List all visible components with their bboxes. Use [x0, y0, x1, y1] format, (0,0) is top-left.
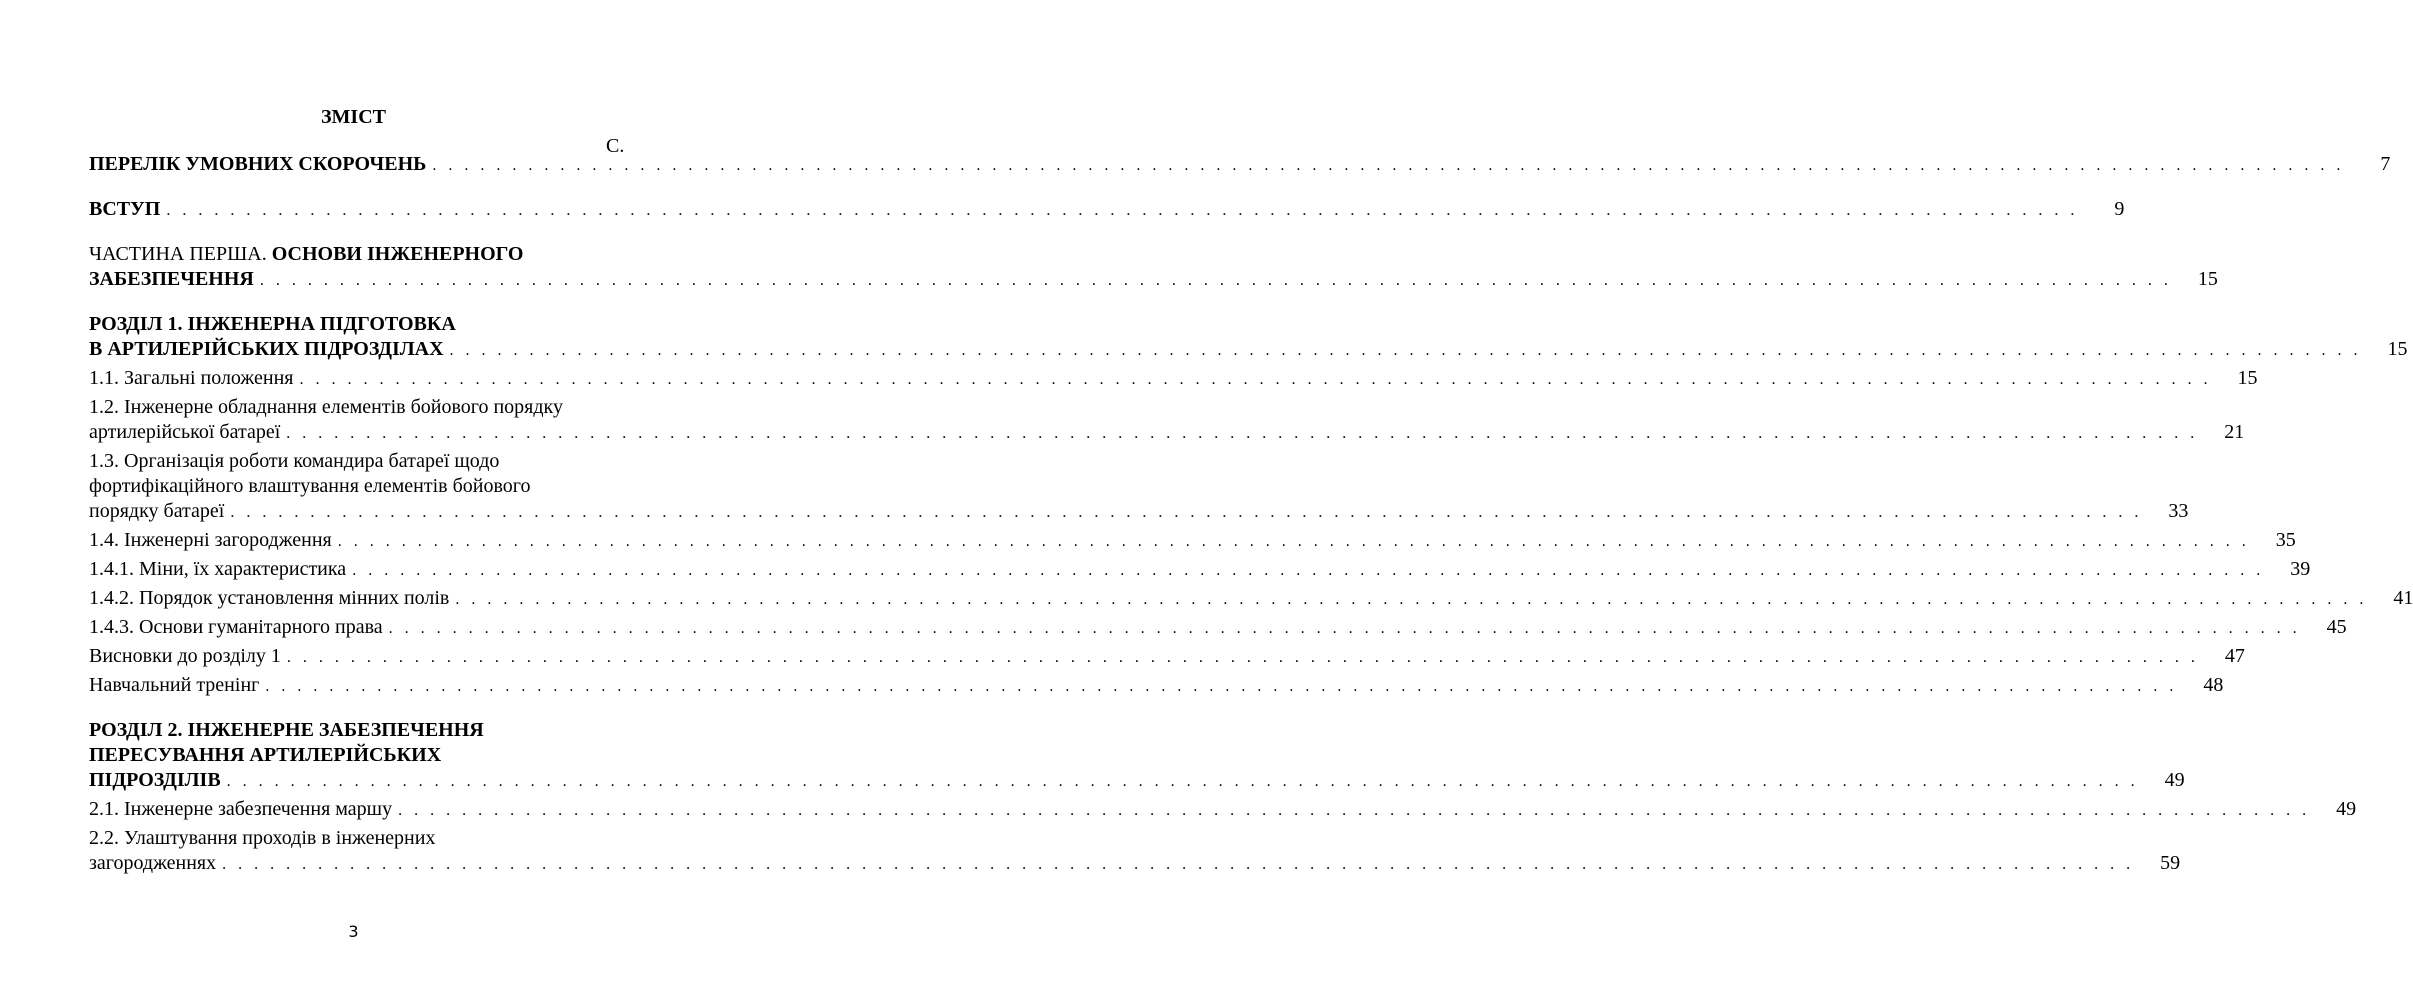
entry-text-segment: 1.2. Інженерне обладнання елементів бойового порядку	[89, 396, 563, 418]
toc-entry-last-line	[89, 420, 2245, 445]
toc-entry-last-line	[89, 267, 2218, 292]
toc-entry-last-line	[89, 673, 2224, 698]
toc-page-number: 39	[2290, 558, 2311, 580]
toc-entry-title	[89, 644, 281, 669]
toc-entry-title	[89, 197, 160, 222]
toc-page-number: 49	[2164, 769, 2185, 791]
entry-text-segment: В АРТИЛЕРІЙСЬКИХ ПІДРОЗДІЛАХ	[89, 338, 444, 360]
toc-page-number: 15	[2237, 367, 2258, 389]
toc-page-number: 21	[2224, 421, 2245, 443]
entry-text-segment: фортифікаційного влаштування елементів бойового	[89, 475, 531, 497]
entry-text-segment: ВСТУП	[89, 198, 161, 220]
toc-entry[interactable]	[89, 197, 2125, 222]
dot-leader: . . . . . . . . . . . . . . . . . . . . . . . . . . . . . . . . . . . . . . . . . . . . . . . . . . . . . . . . . . . . . . . . . . . . . . . . . . . . . . . . . . . . . . . . . . . . . . . . . . . . . . . . . . . . . . . . . . . . . . . .	[259, 272, 2172, 289]
toc-entry-title	[89, 797, 392, 822]
dot-leader: . . . . . . . . . . . . . . . . . . . . . . . . . . . . . . . . . . . . . . . . . . . . . . . . . . . . . . . . . . . . . . . . . . . . . . . . . . . . . . . . . . . . . . . . . . . . . . . . . . . . . . . . . . . . . . . . . . . . . . . .	[222, 856, 2135, 873]
toc-entry[interactable]	[89, 395, 2245, 445]
toc-entry-last-line	[89, 615, 2347, 640]
page-number: 3	[348, 922, 359, 941]
toc-page-number: 49	[2336, 798, 2357, 820]
entry-text-segment: 2.2. Улаштування проходів в інженерних	[89, 827, 436, 849]
toc-entry-title	[89, 673, 259, 698]
entry-text-segment: РОЗДІЛ 2. ІНЖЕНЕРНЕ ЗАБЕЗПЕЧЕННЯ	[89, 719, 484, 741]
toc-page-number: 41	[2393, 587, 2413, 609]
toc-entry-line	[89, 743, 629, 768]
entry-text-segment: 2.1. Інженерне забезпечення маршу	[89, 798, 393, 820]
toc-page-number: 15	[2387, 338, 2408, 360]
toc-entry-last-line	[89, 366, 2258, 391]
entry-text-segment: 1.4.1. Міни, їх характеристика	[89, 558, 347, 580]
toc-entry[interactable]	[89, 557, 2311, 582]
toc-entry-title	[89, 557, 346, 582]
dot-leader: . . . . . . . . . . . . . . . . . . . . . . . . . . . . . . . . . . . . . . . . . . . . . . . . . . . . . . . . . . . . . . . . . . . . . . . . . . . . . . . . . . . . . . . . . . . . . . . . . . . . . . . . . . . . . . . . . . . . . . . .	[337, 533, 2250, 550]
toc-entry[interactable]	[89, 312, 2408, 362]
entry-text-segment: ЧАСТИНА ПЕРША.	[89, 243, 272, 265]
entry-text-segment: 1.4.2. Порядок установлення мінних полів	[89, 587, 450, 609]
toc-entry[interactable]	[89, 673, 2224, 698]
entry-text-segment: порядку батареї	[89, 500, 225, 522]
toc-entry-title	[89, 528, 332, 553]
dot-leader: . . . . . . . . . . . . . . . . . . . . . . . . . . . . . . . . . . . . . . . . . . . . . . . . . . . . . . . . . . . . . . . . . . . . . . . . . . . . . . . . . . . . . . . . . . . . . . . . . . . . . . . . . . . . . . . . . . . . . . . .	[352, 562, 2265, 579]
toc-entry[interactable]	[89, 797, 2357, 822]
entry-text-segment: ОСНОВИ ІНЖЕНЕРНОГО	[271, 243, 524, 265]
toc-entry[interactable]	[89, 826, 2181, 876]
toc-entry[interactable]	[89, 449, 2189, 524]
dot-leader: . . . . . . . . . . . . . . . . . . . . . . . . . . . . . . . . . . . . . . . . . . . . . . . . . . . . . . . . . . . . . . . . . . . . . . . . . . . . . . . . . . . . . . . . . . . . . . . . . . . . . . . . . . . . . . . . . . . . . . . .	[398, 802, 2311, 819]
toc-entry-line	[89, 826, 629, 851]
toc-entry-last-line	[89, 851, 2181, 876]
entry-text-segment: ПІДРОЗДІЛІВ	[89, 769, 221, 791]
toc-entry-title	[89, 337, 444, 362]
toc-page-number: 45	[2326, 616, 2347, 638]
dot-leader: . . . . . . . . . . . . . . . . . . . . . . . . . . . . . . . . . . . . . . . . . . . . . . . . . . . . . . . . . . . . . . . . . . . . . . . . . . . . . . . . . . . . . . . . . . . . . . . . . . . . . . . . . . . . . . . . . . . . . . . .	[226, 773, 2139, 790]
toc-entry-last-line	[89, 644, 2245, 669]
toc-entry-last-line	[89, 197, 2125, 222]
toc-entry-title	[89, 366, 293, 391]
entry-text-segment: 1.4.3. Основи гуманітарного права	[89, 616, 383, 638]
entry-text-segment: Висновки до розділу 1	[89, 645, 281, 667]
dot-leader: . . . . . . . . . . . . . . . . . . . . . . . . . . . . . . . . . . . . . . . . . . . . . . . . . . . . . . . . . . . . . . . . . . . . . . . . . . . . . . . . . . . . . . . . . . . . . . . . . . . . . . . . . . . . . . . . . . . . . . . .	[230, 504, 2143, 521]
toc-entry-line	[89, 395, 629, 420]
entry-text-segment: ПЕРЕСУВАННЯ АРТИЛЕРІЙСЬКИХ	[89, 744, 442, 766]
toc-entry-last-line	[89, 768, 2185, 793]
toc-entry[interactable]	[89, 644, 2245, 669]
table-of-contents	[89, 152, 2413, 876]
dot-leader: . . . . . . . . . . . . . . . . . . . . . . . . . . . . . . . . . . . . . . . . . . . . . . . . . . . . . . . . . . . . . . . . . . . . . . . . . . . . . . . . . . . . . . . . . . . . . . . . . . . . . . . . . . . . . . . . . . . . . . . .	[388, 620, 2301, 637]
toc-entry-last-line	[89, 337, 2408, 362]
entry-text-segment: РОЗДІЛ 1. ІНЖЕНЕРНА ПІДГОТОВКА	[89, 313, 456, 335]
toc-entry[interactable]	[89, 718, 2185, 793]
toc-entry[interactable]	[89, 242, 2218, 292]
dot-leader: . . . . . . . . . . . . . . . . . . . . . . . . . . . . . . . . . . . . . . . . . . . . . . . . . . . . . . . . . . . . . . . . . . . . . . . . . . . . . . . . . . . . . . . . . . . . . . . . . . . . . . . . . . . . . . . . . . . . . . . .	[265, 678, 2178, 695]
toc-entry-line	[89, 718, 629, 743]
toc-entry-title	[89, 152, 426, 177]
toc-entry-title	[89, 851, 216, 876]
toc-entry-line	[89, 474, 629, 499]
toc-page-number: 35	[2275, 529, 2296, 551]
toc-entry[interactable]	[89, 528, 2296, 553]
toc-entry-last-line	[89, 152, 2391, 177]
entry-text-segment: 1.1. Загальні положення	[89, 367, 294, 389]
toc-page-number: 48	[2203, 674, 2224, 696]
page-title: ЗМІСТ	[321, 106, 386, 128]
entry-text-segment: артилерійської батареї	[89, 421, 281, 443]
dot-leader: . . . . . . . . . . . . . . . . . . . . . . . . . . . . . . . . . . . . . . . . . . . . . . . . . . . . . . . . . . . . . . . . . . . . . . . . . . . . . . . . . . . . . . . . . . . . . . . . . . . . . . . . . . . . . . . . . . . . . . . .	[299, 371, 2212, 388]
toc-entry[interactable]	[89, 615, 2347, 640]
toc-page-number: 15	[2197, 268, 2218, 290]
toc-page-number: 47	[2224, 645, 2245, 667]
toc-entry-last-line	[89, 557, 2311, 582]
toc-entry-title	[89, 615, 383, 640]
entry-text-segment: 1.3. Організація роботи командира батареї щодо	[89, 450, 500, 472]
toc-entry-last-line	[89, 586, 2413, 611]
toc-entry[interactable]	[89, 152, 2391, 177]
toc-entry-title	[89, 586, 449, 611]
dot-leader: . . . . . . . . . . . . . . . . . . . . . . . . . . . . . . . . . . . . . . . . . . . . . . . . . . . . . . . . . . . . . . . . . . . . . . . . . . . . . . . . . . . . . . . . . . . . . . . . . . . . . . . . . . . . . . . . . . . . . . . .	[432, 157, 2345, 174]
page-column-label: С.	[606, 135, 625, 157]
toc-entry-line	[89, 242, 629, 267]
toc-entry-title	[89, 267, 254, 292]
toc-entry[interactable]	[89, 586, 2413, 611]
dot-leader: . . . . . . . . . . . . . . . . . . . . . . . . . . . . . . . . . . . . . . . . . . . . . . . . . . . . . . . . . . . . . . . . . . . . . . . . . . . . . . . . . . . . . . . . . . . . . . . . . . . . . . . . . . . . . . . . . . . . . . . .	[286, 649, 2199, 666]
entry-text-segment: загородженнях	[89, 852, 217, 874]
toc-entry-line	[89, 449, 629, 474]
dot-leader: . . . . . . . . . . . . . . . . . . . . . . . . . . . . . . . . . . . . . . . . . . . . . . . . . . . . . . . . . . . . . . . . . . . . . . . . . . . . . . . . . . . . . . . . . . . . . . . . . . . . . . . . . . . . . . . . . . . . . . . .	[286, 425, 2199, 442]
toc-entry-last-line	[89, 797, 2357, 822]
entry-text-segment: ЗАБЕЗПЕЧЕННЯ	[89, 268, 254, 290]
toc-entry-last-line	[89, 499, 2189, 524]
toc-page-number: 9	[2114, 198, 2125, 220]
entry-text-segment: 1.4. Інженерні загородження	[89, 529, 332, 551]
toc-entry-line	[89, 312, 629, 337]
toc-page-number: 59	[2160, 852, 2181, 874]
toc-entry-title	[89, 499, 224, 524]
dot-leader: . . . . . . . . . . . . . . . . . . . . . . . . . . . . . . . . . . . . . . . . . . . . . . . . . . . . . . . . . . . . . . . . . . . . . . . . . . . . . . . . . . . . . . . . . . . . . . . . . . . . . . . . . . . . . . . . . . . . . . . .	[449, 342, 2362, 359]
toc-page-number: 33	[2168, 500, 2189, 522]
toc-entry[interactable]	[89, 366, 2258, 391]
toc-entry-title	[89, 768, 221, 793]
toc-page-number: 7	[2380, 153, 2391, 175]
entry-text-segment: Навчальний тренінг	[89, 674, 260, 696]
dot-leader: . . . . . . . . . . . . . . . . . . . . . . . . . . . . . . . . . . . . . . . . . . . . . . . . . . . . . . . . . . . . . . . . . . . . . . . . . . . . . . . . . . . . . . . . . . . . . . . . . . . . . . . . . . . . . . . . . . . . . . . .	[455, 591, 2368, 608]
toc-entry-last-line	[89, 528, 2296, 553]
dot-leader: . . . . . . . . . . . . . . . . . . . . . . . . . . . . . . . . . . . . . . . . . . . . . . . . . . . . . . . . . . . . . . . . . . . . . . . . . . . . . . . . . . . . . . . . . . . . . . . . . . . . . . . . . . . . . . . . . . . . . . . .	[166, 202, 2079, 219]
toc-entry-title	[89, 420, 280, 445]
entry-text-segment: ПЕРЕЛІК УМОВНИХ СКОРОЧЕНЬ	[89, 153, 427, 175]
